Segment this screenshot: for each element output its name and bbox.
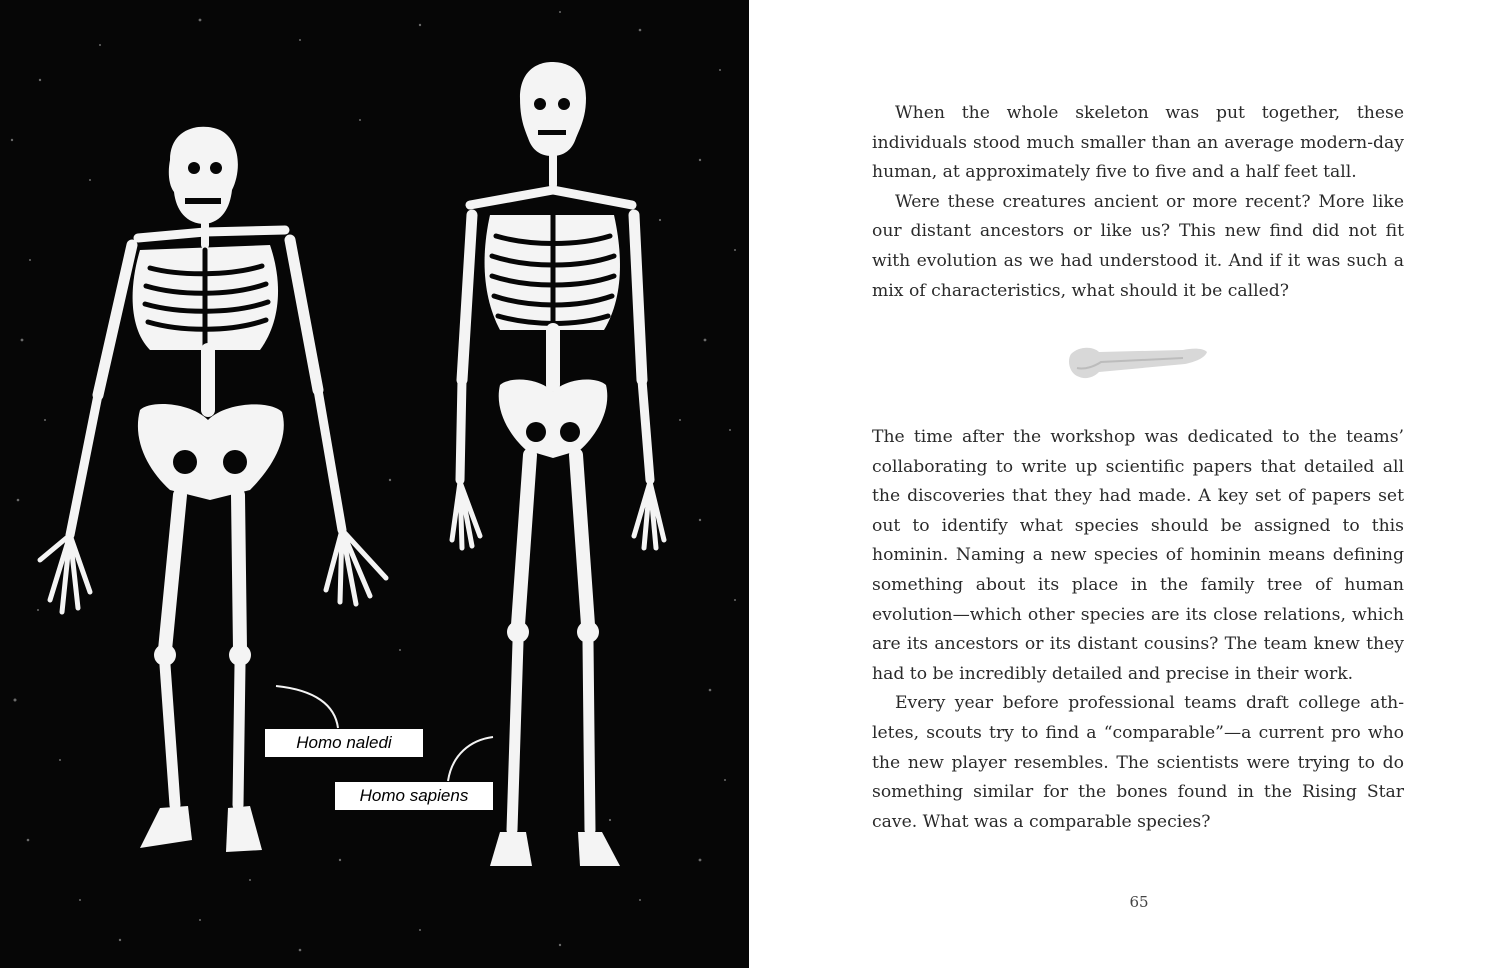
sapiens-right-forearm [642,380,650,480]
naledi-skull [169,127,238,224]
naledi-right-hand [326,530,386,604]
speckle-texture [11,11,736,951]
page-number: 65 [1129,893,1149,911]
paragraph: Were these creatures ancient or more recent? More like our distant ancestors or like us? This new find did not fit with evolution as we had understood it. And if it was such a mix of characteristics, what should it be called? [872,191,1404,301]
text-page [749,0,1500,968]
paragraph: When the whole skeleton was put together, these individuals stood much smaller than an average modern-day human, at approximately five to five and a half feet tall. [872,103,1404,183]
sapiens-left-tibia [512,642,518,830]
naledi-left-forearm [70,395,98,535]
naledi-right-femur [238,495,240,650]
naledi-right-foot [226,806,262,852]
naledi-right-humerus [290,240,318,390]
homo-naledi-label: Homo naledi [265,729,423,757]
naledi-clavicles [138,230,285,238]
homo-sapiens-label: Homo sapiens [335,782,493,810]
sapiens-skull [520,62,586,156]
paragraph: Every year before professional teams draft college athletes, scouts try to find a “comparable”—a current pro who the new player resembles. The scientists were trying to do something similar for the bones found in the Rising Star cave. What was a comparable species? [872,693,1404,832]
naledi-left-tibia [165,665,175,805]
text-section-bottom [872,423,1404,837]
sapiens-clavicles [470,190,632,205]
naledi-right-forearm [318,390,342,530]
skeleton-illustration [0,0,749,968]
naledi-left-hand [40,535,90,612]
sapiens-label-leader [448,737,493,781]
naledi-left-humerus [98,245,132,395]
text-section-top [872,99,1404,306]
paragraph: The time after the workshop was dedicated to the teams’ collaborating to write up scientific papers that detailed all the discoveries that they had made. A key set of papers set out to identify what species should be assigned to this hominin. Naming a new species of hominin means defining something about its place in the family tree of human evolution—which other species are its close relations, which are its ancestors or its distant cousins? The team knew they had to be incredibly detailed and precise in their work. [872,427,1404,684]
sapiens-left-femur [518,455,530,625]
naledi-label-leader [276,686,338,728]
naledi-left-femur [165,495,180,650]
bone-divider-icon [1065,340,1210,386]
sapiens-left-humerus [462,215,472,380]
sapiens-left-hand [452,482,480,548]
naledi-right-tibia [238,665,240,805]
illustration-page [0,0,749,968]
sapiens-left-foot [490,832,532,866]
homo-sapiens-skeleton [452,62,664,866]
sapiens-right-humerus [634,215,642,380]
naledi-pelvis [138,404,284,500]
naledi-left-foot [140,806,192,848]
sapiens-right-foot [578,832,620,866]
sapiens-right-tibia [588,642,590,830]
sapiens-left-forearm [460,380,462,480]
sapiens-right-hand [634,482,664,548]
sapiens-right-femur [576,455,588,625]
